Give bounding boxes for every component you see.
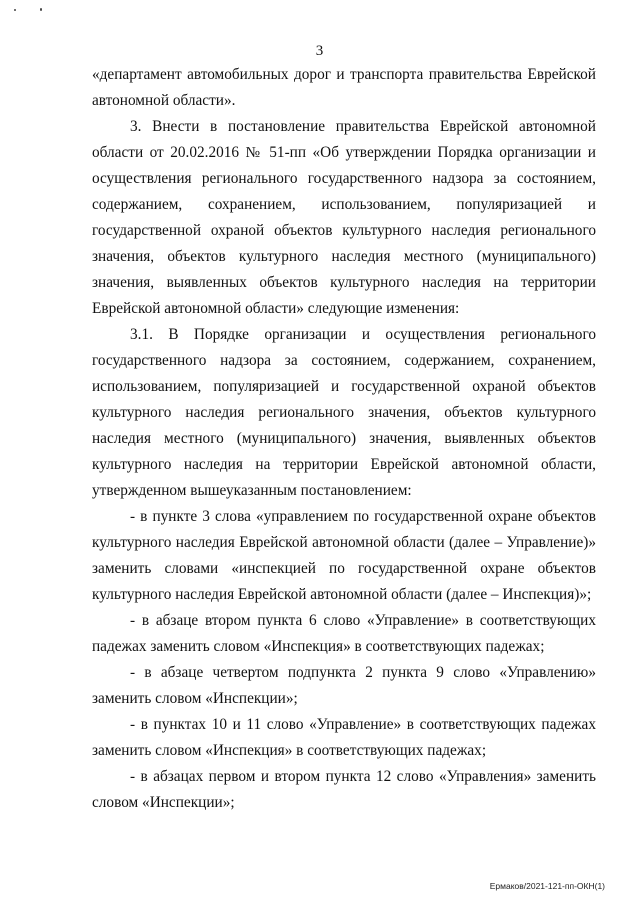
document-body xyxy=(92,62,596,816)
list-item-point-12: - в абзацах первом и втором пункта 12 слово «Управления» заменить словом «Инспекции»; xyxy=(92,768,596,811)
list-item-point-9: - в абзаце четвертом подпункта 2 пункта 9 слово «Управлению» заменить словом «Инспекции»; xyxy=(92,664,596,707)
scan-speck xyxy=(40,8,42,11)
list-item-points-10-11: - в пунктах 10 и 11 слово «Управление» в соответствующих падежах заменить словом «Инспекция» в соответствующих падежах; xyxy=(92,716,596,759)
list-item-point-3: - в пункте 3 слова «управлением по государственной охране объектов культурного наследия Еврейской автономной области (далее – Управление)» заменить словами «инспекцией по государственной охране объектов культурного наследия Еврейской автономной области (далее – Инспекция)»; xyxy=(92,508,596,603)
paragraph-item-3-1: 3.1. В Порядке организации и осуществления регионального государственного надзора за состоянием, содержанием, сохранением, использованием, популяризацией и государственной охраной объектов культурного наследия регионального значения, объектов культурного наследия местного (муниципального) значения, выявленных объектов культурного наследия на территории Еврейской автономной области, утвержденном вышеуказанным постановлением: xyxy=(92,326,596,499)
list-item-point-6: - в абзаце втором пункта 6 слово «Управление» в соответствующих падежах заменить словом «Инспекция» в соответствующих падежах; xyxy=(92,612,596,655)
scan-speck xyxy=(14,9,16,11)
page-number: 3 xyxy=(315,43,324,59)
document-footer-code: Ермаков/2021-121-пп-ОКН(1) xyxy=(489,881,605,891)
paragraph-item-3: 3. Внести в постановление правительства Еврейской автономной области от 20.02.2016 № 51-пп «Об утверждении Порядка организации и осуществления регионального государственного надзора за состоянием, содержанием, сохранением, использованием, популяризацией и государственной охраной объектов культурного наследия регионального значения, объектов культурного наследия местного (муниципального) значения, выявленных объектов культурного наследия на территории Еврейской автономной области» следующие изменения: xyxy=(92,118,596,317)
paragraph-continuation: «департамент автомобильных дорог и транспорта правительства Еврейской автономной области». xyxy=(92,66,596,109)
